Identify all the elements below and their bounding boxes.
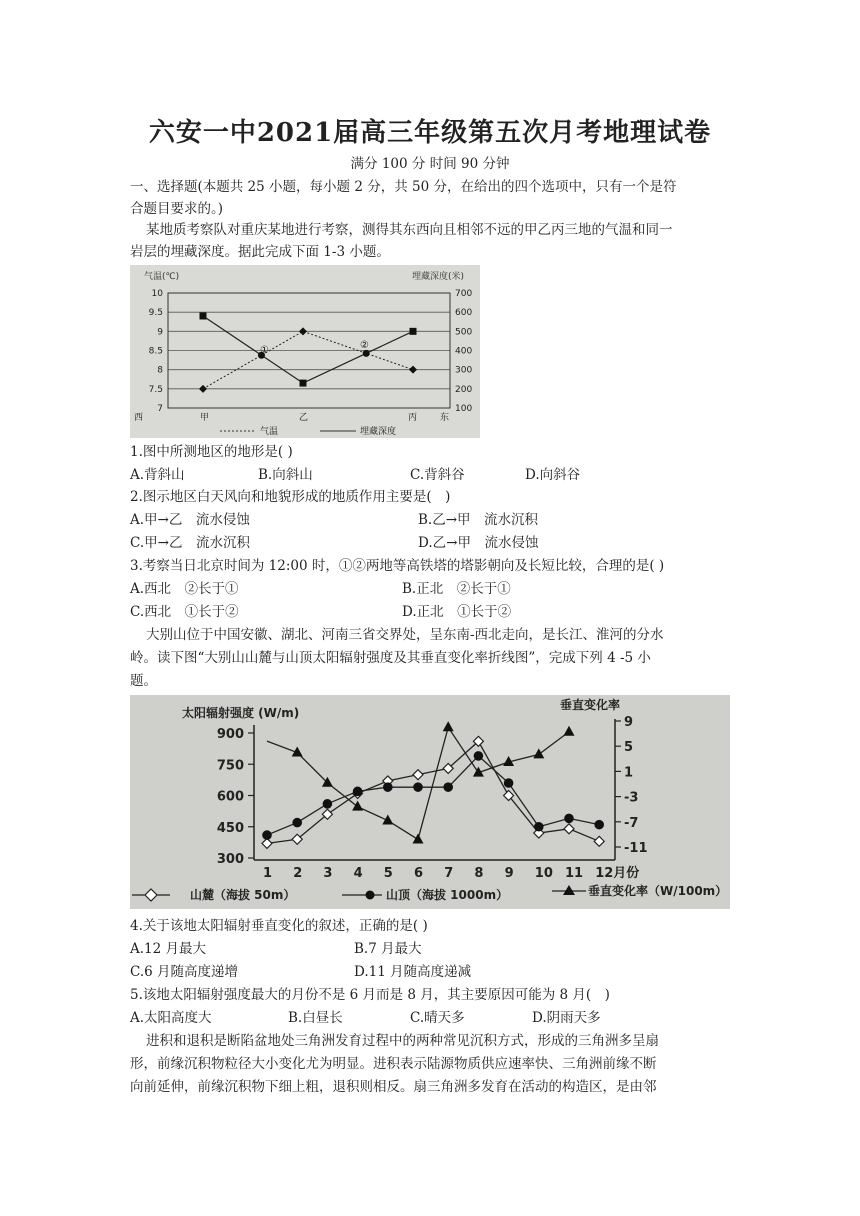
fig1-right-tick-label: 400	[455, 346, 473, 357]
fig2-rate-point	[352, 801, 363, 811]
passage2-line3: 题。	[130, 673, 157, 689]
q2-option-b: B.乙→甲 流水沉积	[418, 512, 539, 528]
fig1-marker-2: ②	[360, 340, 369, 351]
fig1-depth-point	[300, 380, 307, 387]
passage1-line1: 某地质考察队对重庆某地进行考察，测得其东西向且相邻不远的甲乙丙三地的气温和同一	[146, 222, 673, 238]
fig1-right-tick-label: 600	[455, 308, 473, 319]
fig1-left-tick-label: 9.5	[148, 308, 163, 319]
figure-2-svg	[130, 695, 730, 909]
passage1-line2: 岩层的埋藏深度。据此完成下面 1-3 小题。	[130, 244, 390, 260]
fig1-depth-point	[200, 313, 207, 320]
fig2-left-axis-title: 太阳辐射强度 (W/m)	[182, 706, 300, 720]
q3-option-b: B.正北 ②长于①	[402, 581, 511, 597]
passage2-line1: 大别山位于中国安徽、湖北、河南三省交界处，呈东南-西北走向，是长江、淮河的分水	[146, 627, 664, 643]
q1-option-a: A.背斜山	[130, 467, 185, 483]
fig2-legend-foot-marker	[145, 889, 157, 901]
fig1-right-tick-label: 700	[455, 289, 473, 299]
fig2-right-tick-label: -7	[624, 815, 639, 831]
exam-subtitle: 满分 100 分 时间 90 分钟	[350, 156, 510, 172]
q2-stem: 2.图示地区白天风向和地貌形成的地质作用主要是( )	[130, 489, 451, 505]
fig2-right-tick-label: 5	[624, 740, 634, 756]
q4-option-b: B.7 月最大	[354, 941, 422, 957]
fig2-month-label: 4	[353, 866, 363, 881]
fig2-month-label: 11	[565, 866, 584, 881]
q5-option-c: C.晴天多	[410, 1010, 465, 1026]
fig1-left-tick-label: 8	[157, 365, 163, 376]
fig2-month-label: 12月份	[595, 866, 640, 881]
fig2-rate-point	[564, 726, 575, 736]
fig2-legend-rate-marker	[563, 885, 575, 895]
fig2-series	[262, 721, 604, 848]
figure-1-temperature-depth-chart	[130, 265, 480, 438]
fig1-left-tick-label: 7.5	[148, 384, 163, 395]
fig2-month-label: 2	[293, 866, 303, 881]
fig2-right-tick-label: -3	[624, 790, 639, 806]
fig1-x-label-bing: 丙	[408, 413, 418, 423]
fig1-legend-temp: 气温	[260, 427, 279, 437]
fig2-left-tick-label: 450	[216, 820, 244, 836]
fig2-left-tick-label: 300	[216, 852, 244, 867]
fig1-right-tick-label: 500	[455, 327, 473, 338]
q4-option-c: C.6 月随高度递增	[130, 964, 239, 980]
fig2-month-label: 1	[263, 866, 273, 881]
fig1-right-tick-label: 200	[455, 384, 473, 395]
fig1-left-axis-title: 气温(℃)	[144, 272, 180, 282]
q3-option-d: D.正北 ①长于②	[402, 604, 512, 620]
fig2-legend-foot: 山麓（海拔 50m）	[190, 888, 296, 902]
fig2-month-label: 5	[383, 866, 393, 881]
q3-option-a: A.西北 ②长于①	[130, 581, 239, 597]
fig2-month-label: 7	[444, 866, 454, 881]
q4-option-d: D.11 月随高度递减	[354, 964, 472, 980]
fig1-left-tick-label: 10	[151, 289, 163, 299]
passage3-line1: 进积和退积是断陷盆地处三角洲发育过程中的两种常见沉积方式，形成的三角洲多呈扇	[146, 1033, 659, 1049]
fig2-top-point	[262, 830, 272, 840]
fig2-right-tick-label: 1	[624, 765, 634, 781]
fig2-top-point	[564, 814, 574, 824]
fig2-right-tick-label: -11	[624, 841, 648, 856]
q5-stem: 5.该地太阳辐射强度最大的月份不是 6 月而是 8 月，其主要原因可能为 8 月( )	[130, 987, 610, 1003]
fig2-foot-line	[267, 741, 599, 843]
fig1-temperature-point	[299, 327, 307, 335]
fig1-left-tick-label: 9	[157, 327, 163, 338]
fig2-rate-point	[382, 815, 393, 825]
section-intro-line2: 合题目要求的。)	[130, 201, 224, 217]
fig2-top-point	[504, 778, 514, 788]
fig2-top-point	[413, 782, 423, 792]
fig1-legend-depth: 埋藏深度	[360, 427, 397, 437]
fig2-right-ticks	[615, 715, 648, 856]
fig1-depth-line	[203, 316, 413, 383]
fig1-left-tick-label: 8.5	[148, 346, 163, 357]
fig2-rate-point	[443, 721, 454, 731]
fig2-top-point	[353, 787, 363, 797]
fig1-right-tick-label: 300	[455, 365, 473, 376]
fig2-month-label: 10	[534, 866, 553, 881]
fig2-month-labels	[263, 865, 639, 881]
fig1-x-label-yi: 乙	[299, 413, 309, 423]
passage3-line3: 向前延伸，前缘沉积物下细上粗，退积则相反。扇三角洲多发育在活动的构造区，是由邻	[130, 1079, 657, 1095]
fig2-foot-point	[262, 838, 272, 848]
fig2-top-point	[292, 818, 302, 828]
passage2-line2: 岭。读下图“大别山山麓与山顶太阳辐射强度及其垂直变化率折线图”，完成下列 4 -5 小	[130, 650, 651, 666]
fig2-top-point	[474, 751, 484, 761]
fig1-series	[199, 313, 417, 393]
fig2-rate-point	[413, 833, 424, 843]
fig1-left-ticks	[149, 289, 164, 414]
fig1-x-label-west: 西	[134, 413, 144, 423]
fig2-top-point	[594, 820, 604, 830]
fig1-right-ticks	[455, 289, 472, 414]
q2-option-c: C.甲→乙 流水沉积	[130, 535, 250, 551]
section-intro-line1: 一、选择题(本题共 25 小题，每小题 2 分，共 50 分，在给出的四个选项中，只有一个是符	[130, 179, 677, 195]
fig2-foot-point	[594, 836, 604, 846]
figure-1-svg	[130, 265, 480, 438]
fig2-rate-point	[533, 748, 544, 758]
fig2-top-point	[383, 782, 393, 792]
q1-option-d: D.向斜谷	[525, 467, 581, 483]
q4-option-a: A.12 月最大	[130, 941, 207, 957]
fig2-left-tick-label: 900	[216, 727, 244, 742]
passage3-line2: 形，前缘沉积物粒径大小变化尤为明显。进积表示陆源物质供应速率快、三角洲前缘不断	[130, 1056, 657, 1072]
fig1-left-tick-label: 7	[157, 404, 163, 414]
fig1-gridlines	[168, 312, 450, 389]
fig2-month-label: 8	[474, 866, 484, 881]
fig2-legend-rate: 垂直变化率（W/100m）	[588, 884, 728, 898]
q1-option-c: C.背斜谷	[410, 467, 465, 483]
fig1-temperature-point	[199, 385, 207, 393]
fig1-marker-1: ①	[260, 345, 269, 356]
fig2-legend-top: 山顶（海拔 1000m）	[386, 888, 509, 902]
fig2-top-point	[443, 782, 453, 792]
q2-option-d: D.乙→甲 流水侵蚀	[418, 535, 539, 551]
fig1-temperature-point	[409, 366, 417, 374]
q5-option-a: A.太阳高度大	[130, 1010, 212, 1026]
q3-option-c: C.西北 ①长于②	[130, 604, 239, 620]
fig2-foot-point	[413, 770, 423, 780]
q1-option-b: B.向斜山	[258, 467, 313, 483]
fig2-right-axis-title: 垂直变化率	[560, 698, 621, 712]
q5-option-d: D.阴雨天多	[532, 1010, 601, 1026]
q1-stem: 1.图中所测地区的地形是( )	[130, 444, 293, 460]
figure-2-solar-radiation-chart	[130, 695, 730, 909]
fig1-x-label-east: 东	[440, 413, 450, 423]
fig2-month-label: 9	[504, 866, 514, 881]
q5-option-b: B.白昼长	[288, 1010, 343, 1026]
fig1-right-axis-title: 埋藏深度(米)	[412, 272, 465, 282]
fig2-left-ticks	[217, 727, 254, 867]
fig2-left-tick-label: 600	[216, 789, 244, 805]
fig2-left-tick-label: 750	[216, 758, 244, 774]
fig2-right-tick-label: 9	[624, 715, 634, 730]
fig2-month-label: 6	[414, 866, 424, 881]
fig2-month-label: 3	[323, 866, 333, 881]
q3-stem: 3.考察当日北京时间为 12:00 时，①②两地等高铁塔的塔影朝向及长短比较，合理的是( )	[130, 558, 665, 574]
fig2-top-point	[534, 822, 544, 832]
fig1-right-tick-label: 100	[455, 404, 473, 414]
fig2-legend-top-marker	[366, 891, 375, 900]
fig2-top-point	[323, 799, 333, 809]
exam-title: 六安一中2021届高三年级第五次月考地理试卷	[148, 118, 712, 148]
q2-option-a: A.甲→乙 流水侵蚀	[130, 512, 250, 528]
fig2-foot-point	[564, 824, 574, 834]
q4-stem: 4.关于该地太阳辐射垂直变化的叙述，正确的是( )	[130, 918, 428, 934]
fig1-depth-point	[410, 328, 417, 335]
fig1-x-label-jia: 甲	[200, 413, 210, 423]
